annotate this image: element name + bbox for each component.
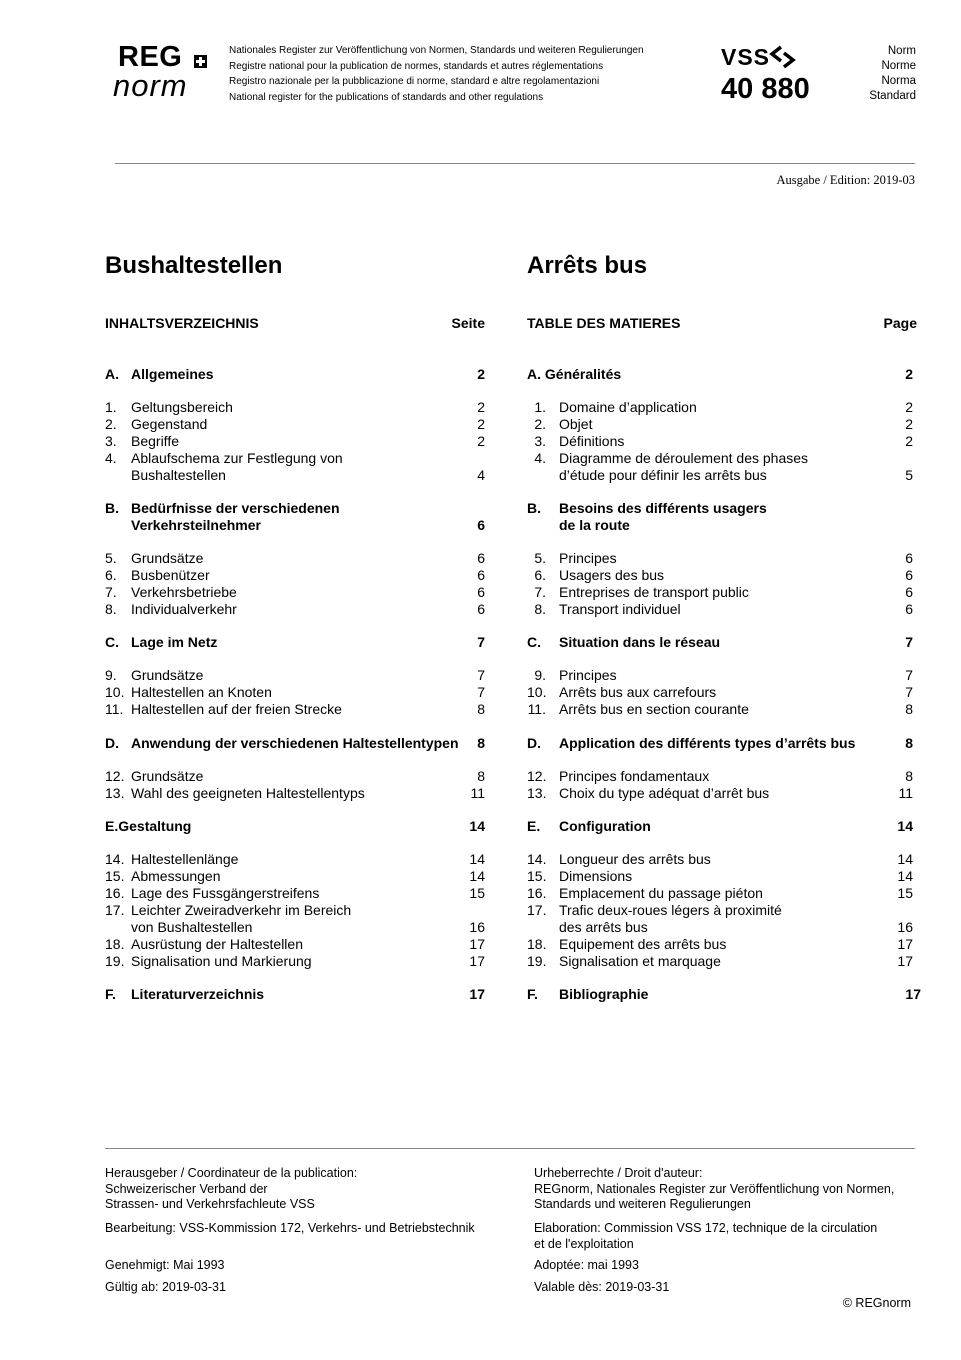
- toc-number: 2.: [105, 416, 117, 432]
- copyright-line: REGnorm, Nationales Register zur Veröffentlichung von Normen,: [534, 1181, 895, 1196]
- toc-title: Transport individuel: [559, 601, 681, 617]
- toc-page-number: 8: [905, 701, 913, 717]
- toc-entry-row: [527, 467, 927, 484]
- toc-section-row: [527, 634, 927, 651]
- toc-entry-row: [527, 919, 927, 936]
- copyright-line: Standards und weiteren Regulierungen: [534, 1197, 751, 1211]
- toc-entry-row: [527, 868, 927, 885]
- toc-page-number: 17: [469, 936, 485, 952]
- elaboration-line: et de l'exploitation: [534, 1236, 634, 1251]
- register-description: [229, 43, 644, 105]
- toc-page-number: 2: [477, 433, 485, 449]
- toc-entry-row: [527, 851, 927, 868]
- approved-date: Genehmigt: Mai 1993: [105, 1258, 225, 1272]
- toc-entry-row: [527, 601, 927, 618]
- toc-title: Lage im Netz: [131, 634, 218, 650]
- toc-page-number: 17: [469, 953, 485, 969]
- toc-number: 5.: [105, 550, 117, 566]
- valid-from-date: Gültig ab: 2019-03-31: [105, 1280, 226, 1294]
- toc-number: D.: [105, 735, 119, 751]
- valid-from-date-fr: Valable dès: 2019-03-31: [534, 1280, 670, 1294]
- toc-number: 5.: [534, 550, 546, 566]
- toc-number: 4.: [534, 450, 546, 466]
- publisher-block: [105, 1166, 357, 1213]
- toc-number: 8.: [534, 601, 546, 617]
- toc-page-number: 7: [905, 667, 913, 683]
- toc-entry-row: [527, 433, 927, 450]
- toc-number: 9.: [105, 667, 117, 683]
- toc-title: Grundsätze: [131, 667, 204, 683]
- toc-entry-row: [527, 550, 927, 567]
- toc-entry-row: [105, 416, 485, 433]
- doc-type-it: Norma: [881, 75, 916, 87]
- toc-section-row: [527, 735, 927, 752]
- toc-number: 11.: [527, 701, 546, 717]
- toc-title: Individualverkehr: [131, 601, 237, 617]
- toc-title: Principes: [559, 667, 617, 683]
- toc-number: 8.: [105, 601, 117, 617]
- toc-number: 3.: [105, 433, 117, 449]
- toc-entry-row: [527, 902, 927, 919]
- toc-number: 2.: [534, 416, 546, 432]
- toc-title: Objet: [559, 416, 593, 432]
- toc-entry-row: [527, 701, 927, 718]
- toc-page-number: 11: [898, 785, 913, 801]
- toc-number: 7.: [534, 584, 546, 600]
- toc-title: Dimensions: [559, 868, 633, 884]
- toc-entry-row: [105, 601, 485, 618]
- toc-number: C.: [105, 634, 119, 650]
- document-type-list: [852, 44, 916, 104]
- copyright-label: Urheberrechte / Droit d'auteur:: [534, 1166, 703, 1180]
- toc-title: Longueur des arrêts bus: [559, 851, 711, 867]
- toc-title: Principes fondamentaux: [559, 768, 710, 784]
- toc-title: Arrêts bus en section courante: [559, 701, 749, 717]
- toc-entry-row: [527, 399, 927, 416]
- toc-title: Verkehrsbetriebe: [131, 584, 237, 600]
- toc-number: C.: [527, 634, 541, 650]
- toc-entry-row: [105, 919, 485, 936]
- toc-number: 4.: [105, 450, 117, 466]
- register-line-it: Registro nazionale per la pubblicazione di norme, standard e altre regolamentazioni: [229, 76, 600, 87]
- toc-page-number: 2: [477, 366, 485, 382]
- toc-title: Begriffe: [131, 433, 179, 449]
- elaboration-line: Elaboration: Commission VSS 172, technique de la circulation: [534, 1221, 878, 1235]
- toc-number: E.Gestaltung: [105, 818, 192, 834]
- toc-page-number: 8: [905, 735, 913, 751]
- toc-section-row: [105, 735, 485, 752]
- toc-section-row: [527, 500, 927, 517]
- toc-title: von Bushaltestellen: [131, 919, 253, 935]
- toc-entry-row: [105, 785, 485, 802]
- toc-page-number: 14: [469, 868, 485, 884]
- toc-entry-row: [527, 416, 927, 433]
- toc-page-number: 7: [477, 684, 485, 700]
- adopted-date: Adoptée: mai 1993: [534, 1258, 639, 1272]
- toc-page-number: 6: [477, 517, 485, 533]
- toc-entry-row: [105, 399, 485, 416]
- copyright-mark: © REGnorm: [842, 1296, 911, 1310]
- toc-page-number: 15: [897, 885, 913, 901]
- toc-page-number: 2: [905, 416, 913, 432]
- toc-title: Choix du type adéquat d’arrêt bus: [559, 785, 770, 801]
- title-de: Bushaltestellen: [105, 252, 283, 279]
- toc-number: A.: [105, 366, 119, 382]
- toc-section-row: [527, 986, 927, 1003]
- toc-number: D.: [527, 735, 541, 751]
- toc-title: Grundsätze: [131, 768, 204, 784]
- vss-logo-text: VSS: [721, 44, 771, 70]
- toc-title: Haltestellenlänge: [131, 851, 239, 867]
- toc-entry-row: [105, 885, 485, 902]
- toc-number: 19.: [527, 953, 547, 969]
- toc-title: Usagers des bus: [559, 567, 665, 583]
- toc-number: 10.: [527, 684, 547, 700]
- doc-type-de: Norm: [887, 45, 916, 57]
- toc-number: 6.: [105, 567, 117, 583]
- toc-title: Haltestellen auf der freien Strecke: [131, 701, 342, 717]
- header-divider: [115, 163, 915, 164]
- toc-number: 18.: [105, 936, 125, 952]
- toc-page-number: 15: [469, 885, 485, 901]
- toc-page-number: 17: [897, 936, 913, 952]
- toc-page-number: 17: [897, 953, 913, 969]
- toc-title: Grundsätze: [131, 550, 204, 566]
- toc-section-row: [105, 366, 485, 383]
- toc-entry-row: [527, 667, 927, 684]
- toc-title: Bibliographie: [559, 986, 649, 1002]
- register-line-fr: Registre national pour la publication de normes, standards et autres réglementations: [229, 60, 604, 72]
- doc-type-en: Standard: [869, 90, 916, 102]
- toc-title: Bushaltestellen: [131, 467, 226, 483]
- toc-entry-row: [105, 953, 485, 970]
- toc-title: Signalisation et marquage: [559, 953, 721, 969]
- toc-page-number: 16: [897, 919, 913, 935]
- toc-page-number: 8: [477, 735, 485, 751]
- toc-number: B.: [527, 500, 541, 516]
- toc-number: 16.: [527, 885, 547, 901]
- toc-title: Entreprises de transport public: [559, 584, 749, 600]
- toc-title: Définitions: [559, 433, 625, 449]
- toc-page-number: 6: [477, 550, 485, 566]
- toc-page-number: 17: [469, 986, 485, 1002]
- toc-number: 15.: [527, 868, 547, 884]
- toc-page-number: 6: [905, 550, 913, 566]
- toc-number: 12.: [105, 768, 125, 784]
- toc-page-number: 14: [469, 818, 485, 834]
- toc-title: Bedürfnisse der verschiedenen: [131, 500, 340, 516]
- toc-heading-de: INHALTSVERZEICHNIS: [105, 315, 259, 331]
- publisher-line: Schweizerischer Verband der: [105, 1181, 268, 1196]
- toc-title: Abmessungen: [131, 868, 221, 884]
- toc-number: 1.: [534, 399, 546, 415]
- toc-page-number: 8: [477, 768, 485, 784]
- toc-page-number: 7: [905, 634, 913, 650]
- toc-number: F.: [527, 986, 538, 1002]
- toc-title: Gegenstand: [131, 416, 208, 432]
- toc-entry-row: [527, 768, 927, 785]
- toc-page-number: 5: [905, 467, 913, 483]
- toc-section-row: [527, 366, 927, 383]
- toc-entry-row: [105, 936, 485, 953]
- toc-title: des arrêts bus: [559, 919, 648, 935]
- toc-number: 19.: [105, 953, 125, 969]
- toc-title: Anwendung der verschiedenen Haltestellentypen: [131, 735, 459, 751]
- toc-heading-fr: TABLE DES MATIERES: [527, 315, 681, 331]
- toc-page-number: 6: [905, 584, 913, 600]
- toc-page-number: 2: [477, 399, 485, 415]
- toc-number: 17.: [527, 902, 547, 918]
- toc-page-number: 2: [905, 399, 913, 415]
- toc-title: Ausrüstung der Haltestellen: [131, 936, 303, 952]
- page-heading-fr: Page: [883, 315, 917, 331]
- publisher-line: Strassen- und Verkehrsfachleute VSS: [105, 1197, 315, 1211]
- toc-entry-row: [527, 584, 927, 601]
- toc-entry-row: [527, 953, 927, 970]
- toc-number: 17.: [105, 902, 125, 918]
- toc-title: Lage des Fussgängerstreifens: [131, 885, 320, 901]
- toc-entry-row: [527, 450, 927, 467]
- toc-title: Besoins des différents usagers: [559, 500, 767, 516]
- footer-divider: [105, 1148, 915, 1149]
- toc-entry-row: [105, 467, 485, 484]
- toc-number: 10.: [105, 684, 125, 700]
- toc-title: Literaturverzeichnis: [131, 986, 265, 1002]
- toc-number: F.: [105, 986, 116, 1002]
- toc-page-number: 2: [905, 366, 913, 382]
- toc-section-row: [527, 818, 927, 835]
- toc-page-number: 6: [905, 567, 913, 583]
- toc-title: Trafic deux-roues légers à proximité: [559, 902, 782, 918]
- toc-number: 16.: [105, 885, 125, 901]
- toc-entry-row: [527, 567, 927, 584]
- toc-page-number: 7: [905, 684, 913, 700]
- toc-section-row: [105, 634, 485, 651]
- toc-section-row: [527, 517, 927, 534]
- register-line-en: National register for the publications of standards and other regulations: [229, 91, 544, 103]
- toc-section-row: [105, 517, 485, 534]
- standard-number: 40 880: [721, 73, 810, 105]
- toc-entry-row: [105, 868, 485, 885]
- toc-entry-row: [105, 684, 485, 701]
- toc-section-row: [105, 818, 485, 835]
- toc-number: A. Généralités: [527, 366, 622, 382]
- toc-page-number: 7: [477, 634, 485, 650]
- toc-page-number: 2: [905, 433, 913, 449]
- toc-title: Allgemeines: [131, 366, 214, 382]
- vss-arrows-icon: [768, 44, 798, 70]
- toc-entry-row: [105, 584, 485, 601]
- toc-title: Verkehrsteilnehmer: [131, 517, 261, 533]
- regnorm-logo-norm: norm: [113, 68, 188, 103]
- toc-page-number: 14: [897, 868, 913, 884]
- toc-number: 14.: [527, 851, 547, 867]
- toc-page-number: 17: [905, 986, 921, 1002]
- toc-number: 9.: [534, 667, 546, 683]
- toc-page-number: 7: [477, 667, 485, 683]
- toc-title: Wahl des geeigneten Haltestellentyps: [131, 785, 365, 801]
- editing-note: Bearbeitung: VSS-Kommission 172, Verkehrs- und Betriebstechnik: [105, 1221, 475, 1235]
- toc-number: 13.: [527, 785, 547, 801]
- toc-section-row: [105, 500, 485, 517]
- regnorm-logo-reg: REG: [118, 41, 183, 73]
- doc-type-fr: Norme: [881, 60, 916, 72]
- toc-entry-row: [105, 667, 485, 684]
- toc-number: 14.: [105, 851, 125, 867]
- toc-number: 13.: [105, 785, 125, 801]
- toc-entry-row: [105, 851, 485, 868]
- toc-number: 12.: [527, 768, 547, 784]
- toc-number: 11.: [105, 701, 124, 717]
- toc-title: Configuration: [559, 818, 651, 834]
- toc-title: Situation dans le réseau: [559, 634, 721, 650]
- title-fr: Arrêts bus: [527, 252, 648, 279]
- toc-title: Emplacement du passage piéton: [559, 885, 763, 901]
- toc-entry-row: [527, 785, 927, 802]
- swiss-cross-icon: [194, 55, 207, 68]
- toc-title: Arrêts bus aux carrefours: [559, 684, 717, 700]
- toc-title: Domaine d’application: [559, 399, 697, 415]
- toc-title: Diagramme de déroulement des phases: [559, 450, 809, 466]
- toc-page-number: 11: [470, 785, 485, 801]
- toc-page-number: 14: [897, 818, 913, 834]
- toc-page-number: 16: [469, 919, 485, 935]
- toc-title: Signalisation und Markierung: [131, 953, 312, 969]
- toc-page-number: 6: [477, 601, 485, 617]
- toc-title: Ablaufschema zur Festlegung von: [131, 450, 343, 466]
- toc-entry-row: [105, 768, 485, 785]
- toc-page-number: 6: [905, 601, 913, 617]
- toc-entry-row: [527, 885, 927, 902]
- toc-number: 3.: [534, 433, 546, 449]
- toc-number: 1.: [105, 399, 117, 415]
- toc-page-number: 6: [477, 567, 485, 583]
- toc-title: de la route: [559, 517, 630, 533]
- toc-page-number: 14: [469, 851, 485, 867]
- toc-title: Principes: [559, 550, 617, 566]
- toc-entry-row: [105, 550, 485, 567]
- toc-entry-row: [105, 433, 485, 450]
- toc-section-row: [105, 986, 485, 1003]
- toc-page-number: 8: [905, 768, 913, 784]
- publisher-label: Herausgeber / Coordinateur de la publication:: [105, 1166, 358, 1180]
- toc-number: 7.: [105, 584, 117, 600]
- toc-page-number: 4: [477, 467, 485, 483]
- toc-title: Application des différents types d’arrêts bus: [559, 735, 856, 751]
- toc-entry-row: [105, 567, 485, 584]
- toc-number: 6.: [534, 567, 546, 583]
- toc-title: Leichter Zweiradverkehr im Bereich: [131, 902, 352, 918]
- toc-entry-row: [105, 902, 485, 919]
- toc-page-number: 8: [477, 701, 485, 717]
- toc-number: 18.: [527, 936, 547, 952]
- toc-title: Busbenützer: [131, 567, 210, 583]
- toc-page-number: 14: [897, 851, 913, 867]
- elaboration-block: [534, 1221, 877, 1252]
- toc-number: 15.: [105, 868, 125, 884]
- toc-page-number: 6: [477, 584, 485, 600]
- toc-page-number: 2: [477, 416, 485, 432]
- toc-number: B.: [105, 500, 119, 516]
- copyright-block: [534, 1166, 894, 1213]
- toc-entry-row: [105, 450, 485, 467]
- register-line-de: Nationales Register zur Veröffentlichung von Normen, Standards und weiteren Regulierungen: [229, 45, 644, 56]
- toc-entry-row: [527, 684, 927, 701]
- toc-entry-row: [105, 701, 485, 718]
- toc-title: Equipement des arrêts bus: [559, 936, 727, 952]
- toc-title: Haltestellen an Knoten: [131, 684, 272, 700]
- toc-title: d’étude pour définir les arrêts bus: [559, 467, 767, 483]
- toc-title: Geltungsbereich: [131, 399, 233, 415]
- page-heading-de: Seite: [451, 315, 485, 331]
- edition-label: Ausgabe / Edition: 2019-03: [776, 173, 915, 187]
- toc-entry-row: [527, 936, 927, 953]
- toc-number: E.: [527, 818, 541, 834]
